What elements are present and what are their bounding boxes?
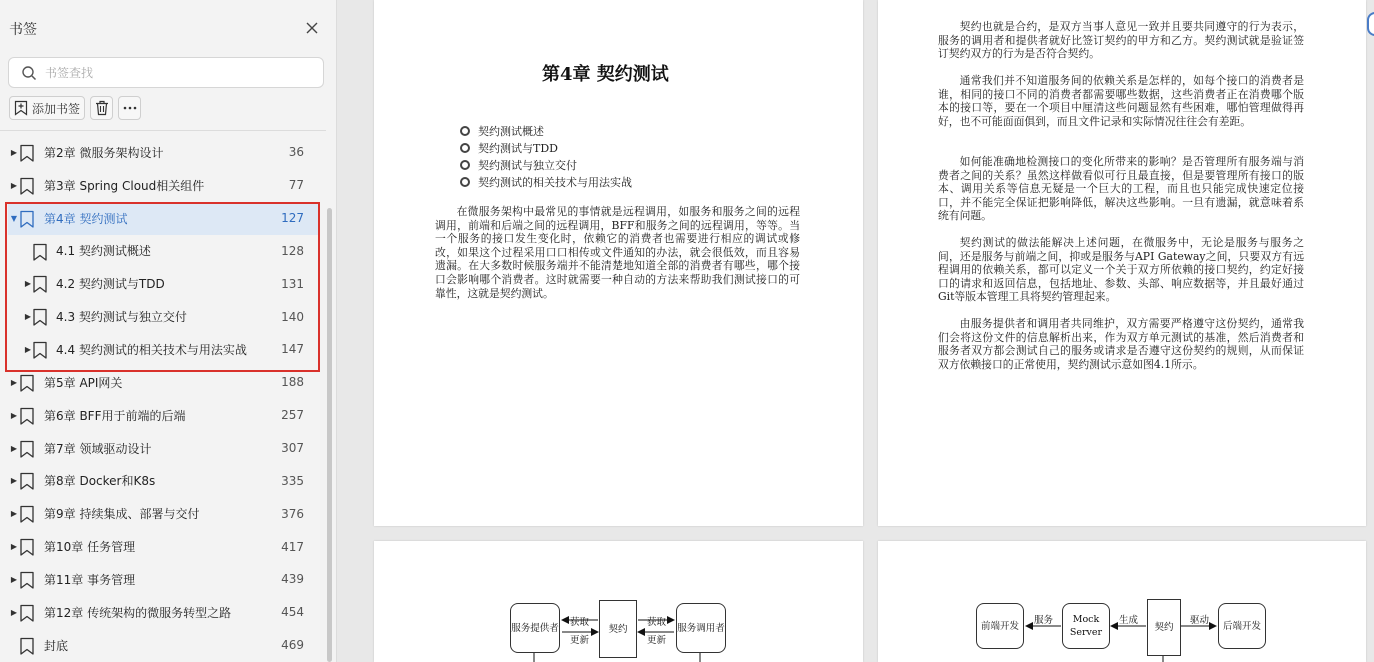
bookmark-icon [19, 374, 35, 393]
bookmark-search[interactable] [8, 57, 324, 88]
bullet-icon [460, 177, 470, 187]
expand-right-icon[interactable]: ▶ [10, 377, 18, 387]
expand-down-icon[interactable]: ▼ [10, 213, 18, 223]
trash-icon [95, 100, 109, 116]
bookmark-page-number: 469 [281, 638, 304, 653]
bookmark-item[interactable] [0, 136, 320, 169]
annotation-highlight-box [5, 202, 320, 372]
backend-box: 后端开发 [1218, 603, 1266, 649]
bullet-icon [460, 160, 470, 170]
bookmark-page-number: 147 [281, 342, 304, 357]
label-drive: 驱动 [1190, 615, 1210, 626]
paragraph: 契约测试的做法能解决上述问题，在微服务中，无论是服务与服务之间，还是服务与前端之间，抑或是服务与API Gateway之间，只要双方有远程调用的依赖关系，都可以定义一个关于双方所依赖的接口契约，约定好接口的请求和返回信息，包括地址、参数、头部、响应数据等，并且最好通过Git等版本管理工具将契约管理起来。 [938, 236, 1304, 304]
diagram-connectors [878, 541, 1366, 662]
search-icon [21, 65, 37, 81]
bookmark-icon [19, 177, 35, 196]
bookmark-page-number: 36 [288, 145, 304, 160]
bookmark-page-number: 131 [281, 276, 304, 291]
bookmark-page-number: 127 [281, 211, 304, 226]
toc-item: 契约测试与独立交付 [460, 157, 632, 174]
toc-item: 契约测试与TDD [460, 140, 632, 157]
bookmark-icon [19, 144, 35, 163]
delete-bookmark-button[interactable] [90, 96, 113, 120]
sidebar-divider [0, 130, 326, 131]
bookmark-sidebar [0, 0, 337, 662]
side-panel-toggle[interactable] [1367, 12, 1374, 36]
bullet-icon [460, 143, 470, 153]
bookmark-item[interactable] [0, 399, 320, 432]
expand-right-icon[interactable]: ▶ [10, 410, 18, 420]
bookmark-icon [19, 604, 35, 623]
expand-right-icon[interactable]: ▶ [24, 279, 32, 289]
bookmark-label: 第12章 传统架构的微服务转型之路 [44, 605, 232, 620]
bookmark-label: 第10章 任务管理 [44, 540, 136, 555]
bookmark-page-number: 439 [281, 572, 304, 587]
bookmark-icon [19, 440, 35, 459]
bookmark-page-number: 335 [281, 473, 304, 488]
add-bookmark-label: 添加书签 [32, 101, 81, 116]
chapter-toc [460, 123, 632, 191]
chapter-title: 第4章 契约测试 [542, 64, 669, 85]
expand-right-icon[interactable]: ▶ [10, 542, 18, 552]
bookmark-label: 第3章 Spring Cloud相关组件 [44, 178, 205, 193]
bookmark-label: 第7章 领域驱动设计 [44, 441, 152, 456]
intro-paragraph: 在微服务架构中最常见的事情就是远程调用，如服务和服务之间的远程调用，前端和后端之间的远程调用，BFF和服务之间的远程调用，等等。当一个服务的接口发生变化时，依赖它的消费者也需要进行相应的调试或修改，如果这个过程采用口口相传或文件通知的办法，就会很低效，而且容易遗漏。在大多数时候服务端并不能清楚地知道全部的消费者有哪些，哪个接口会影响哪个消费者。这时就需要一种自动的方法来帮助我们测试接口的可靠性，这就是契约测试。 [435, 205, 800, 300]
bookmark-item[interactable] [0, 497, 320, 530]
bookmark-label: 4.3 契约测试与独立交付 [56, 310, 187, 325]
paragraph: 通常我们并不知道服务间的依赖关系是怎样的，如每个接口的消费者是谁，相同的接口不同的消费者都需要哪些数据，这些消费者正在消费哪个版本的接口等，要在一个项目中厘清这些问题显然有些困难，哪怕管理做得再好，也不可能面面俱到，而且文件记录和实际情况往往会有差距。 [938, 74, 1304, 128]
bookmark-page-number: 128 [281, 243, 304, 258]
label-fetch-right: 获取 [647, 617, 667, 628]
bookmark-label: 4.2 契约测试与TDD [56, 277, 165, 292]
bookmark-page-number: 140 [281, 309, 304, 324]
close-icon[interactable] [302, 18, 322, 38]
add-bookmark-icon [14, 100, 28, 116]
expand-right-icon[interactable]: ▶ [24, 312, 32, 322]
consumer-box: 服务调用者 [676, 603, 726, 653]
label-generate: 生成 [1119, 615, 1139, 626]
bookmark-icon [19, 505, 35, 524]
label-fetch-left: 获取 [570, 617, 590, 628]
frontend-box: 前端开发 [976, 603, 1024, 649]
contract-box: 契约 [599, 600, 637, 658]
bookmark-item[interactable] [0, 432, 320, 465]
label-service: 服务 [1034, 615, 1054, 626]
expand-right-icon[interactable]: ▶ [10, 509, 18, 519]
provider-box: 服务提供者 [510, 603, 560, 653]
bookmark-icon [19, 571, 35, 590]
more-icon [123, 106, 137, 110]
bookmark-label: 第6章 BFF用于前端的后端 [44, 408, 186, 423]
contract-box: 契约 [1147, 599, 1181, 656]
bookmark-item[interactable] [0, 563, 320, 596]
bookmark-icon [19, 472, 35, 491]
bookmark-item[interactable] [0, 596, 320, 629]
document-page-130 [878, 541, 1366, 662]
bookmark-item[interactable] [0, 464, 320, 497]
bookmark-page-number: 257 [281, 408, 304, 423]
toc-item: 契约测试的相关技术与用法实战 [460, 174, 632, 191]
bookmark-item[interactable] [0, 530, 320, 563]
sidebar-scrollbar[interactable] [327, 208, 332, 662]
more-options-button[interactable] [118, 96, 141, 120]
bookmark-icon [19, 637, 35, 656]
bookmark-icon [19, 538, 35, 557]
expand-right-icon[interactable]: ▶ [10, 476, 18, 486]
expand-right-icon[interactable]: ▶ [24, 344, 32, 354]
label-update-left: 更新 [570, 635, 590, 646]
bookmark-item[interactable] [0, 169, 320, 202]
expand-right-icon[interactable]: ▶ [10, 443, 18, 453]
document-page-128 [878, 0, 1366, 526]
add-bookmark-button[interactable] [9, 96, 85, 120]
bookmark-page-number: 188 [281, 375, 304, 390]
expand-right-icon[interactable]: ▶ [10, 574, 18, 584]
paragraph: 契约也就是合约，是双方当事人意见一致并且要共同遵守的行为表示，服务的调用者和提供者就好比签订契约的甲方和乙方。契约测试就是验证签订契约双方的行为是否符合契约。 [938, 20, 1304, 61]
bookmark-label: 第2章 微服务架构设计 [44, 145, 164, 160]
expand-right-icon[interactable]: ▶ [10, 147, 18, 157]
bookmark-page-number: 417 [281, 539, 304, 554]
bookmark-label: 4.1 契约测试概述 [56, 244, 151, 259]
paragraph: 如何能准确地检测接口的变化所带来的影响？是否管理所有服务端与消费者之间的关系？虽然这样做看似可行且最直接，但是要管理所有接口的版本、调用关系等信息无疑是一个巨大的工程，而且也只能完成快速定位接口，并不能完全保证把影响降低，解决这些影响。一旦有遗漏，就意味着系统有问题。 [938, 155, 1304, 223]
expand-right-icon[interactable]: ▶ [10, 180, 18, 190]
bookmark-label: 第9章 持续集成、部署与交付 [44, 507, 200, 522]
bookmark-label: 第8章 Docker和K8s [44, 474, 156, 489]
bookmark-label: 第5章 API网关 [44, 375, 123, 390]
expand-right-icon[interactable]: ▶ [10, 607, 18, 617]
mock-server-box: Mock Server [1062, 603, 1110, 649]
toc-item: 契约测试概述 [460, 123, 632, 140]
bookmark-label: 4.4 契约测试的相关技术与用法实战 [56, 342, 247, 357]
bookmark-label: 第11章 事务管理 [44, 572, 136, 587]
document-page-129 [374, 541, 863, 662]
label-update-right: 更新 [647, 635, 667, 646]
bookmark-page-number: 376 [281, 506, 304, 521]
paragraph: 由服务提供者和调用者共同维护，双方需要严格遵守这份契约，通常我们会将这份文件的信息解析出来，作为双方单元测试的基准，然后消费者和服务者双方都会测试自己的服务或请求是否遵守这份契约的规则，从而保证双方依赖接口的正常使用，契约测试示意如图4.1所示。 [938, 317, 1304, 371]
document-page-127 [374, 0, 863, 526]
bookmark-label: 封底 [44, 638, 69, 653]
bookmark-label: 第4章 契约测试 [44, 211, 128, 226]
bullet-icon [460, 126, 470, 136]
sidebar-title: 书签 [9, 22, 37, 38]
bookmark-icon [19, 407, 35, 426]
bookmark-page-number: 307 [281, 441, 304, 456]
bookmark-item[interactable] [0, 629, 320, 662]
bookmark-page-number: 77 [288, 178, 304, 193]
search-input[interactable] [45, 63, 315, 83]
bookmark-page-number: 454 [281, 605, 304, 620]
